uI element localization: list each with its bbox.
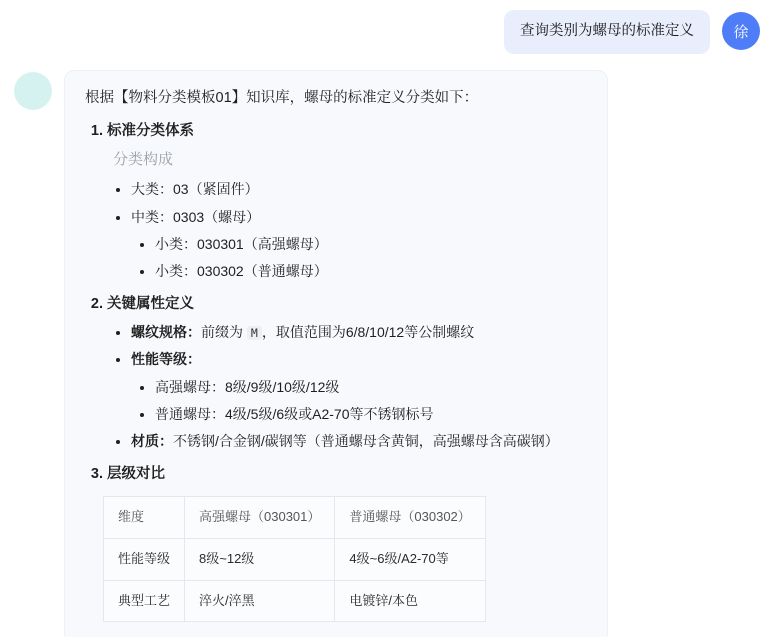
list-item-thread-spec [131, 321, 587, 343]
grade-bullet-list [131, 376, 587, 426]
table-row [104, 538, 486, 580]
attribute-bullet-list [107, 321, 587, 453]
table-header-row [104, 497, 486, 539]
list-item: • 大类：03（紧固件） [131, 178, 587, 200]
section-title: 关键属性定义 [107, 295, 194, 312]
user-message-row [0, 0, 778, 54]
section-item-level-comparison [107, 463, 587, 486]
table-cell: 典型工艺 [104, 580, 185, 622]
subclass-bullet-list [131, 233, 587, 283]
section-item-classification [107, 120, 587, 283]
list-item: • 小类：030301（高强螺母） [155, 233, 587, 255]
section-subtitle: 分类构成 [113, 151, 174, 169]
user-avatar[interactable]: 徐 [722, 12, 760, 50]
attribute-value: 不锈钢/合金钢/碳钢等（普通螺母含黄铜，高强螺母含高碳钢） [173, 433, 559, 450]
table-cell: 电镀锌/本色 [335, 580, 485, 622]
list-item: • 高强螺母：8级/9级/10级/12级 [155, 376, 587, 398]
answer-section-list [85, 120, 587, 486]
attribute-label: 材质： [131, 433, 173, 450]
user-message-bubble: 查询类别为螺母的标准定义 [504, 10, 710, 54]
comparison-table [103, 496, 486, 622]
table-header-cell: 维度 [104, 497, 185, 539]
list-item: • 普通螺母：4级/5级/6级或A2-70等不锈钢标号 [155, 403, 587, 425]
attribute-text-after-code: ，取值范围为6/8/10/12等公制螺纹 [261, 323, 475, 340]
section-title: 标准分类体系 [107, 122, 194, 139]
section-item-key-attributes [107, 293, 587, 453]
table-cell: 8级~12级 [185, 538, 335, 580]
list-item-grade [131, 348, 587, 425]
table-cell: 4级~6级/A2-70等 [335, 538, 485, 580]
assistant-intro-text: 根据【物料分类模板01】知识库，螺母的标准定义分类如下： [85, 89, 479, 106]
table-cell: 性能等级 [104, 538, 185, 580]
table-row [104, 580, 486, 622]
list-item-material [131, 430, 587, 452]
attribute-text-before-code: 前缀为 [201, 323, 247, 340]
attribute-label: 性能等级： [131, 351, 201, 368]
table-cell: 淬火/淬黑 [185, 580, 335, 622]
assistant-message-bubble [64, 70, 608, 637]
list-item [131, 206, 587, 283]
table-header-cell: 普通螺母（030302） [335, 497, 485, 539]
section-title: 层级对比 [107, 465, 165, 482]
attribute-label: 螺纹规格： [131, 323, 201, 340]
comparison-table-wrapper [103, 496, 587, 622]
thread-prefix-code: M [247, 326, 262, 340]
list-item: • 小类：030302（普通螺母） [155, 260, 587, 282]
assistant-message-row [0, 54, 778, 637]
assistant-avatar [14, 72, 52, 110]
list-item-label: 中类：0303（螺母） [131, 208, 261, 225]
table-header-cell: 高强螺母（030301） [185, 497, 335, 539]
classification-bullet-list [107, 178, 587, 283]
